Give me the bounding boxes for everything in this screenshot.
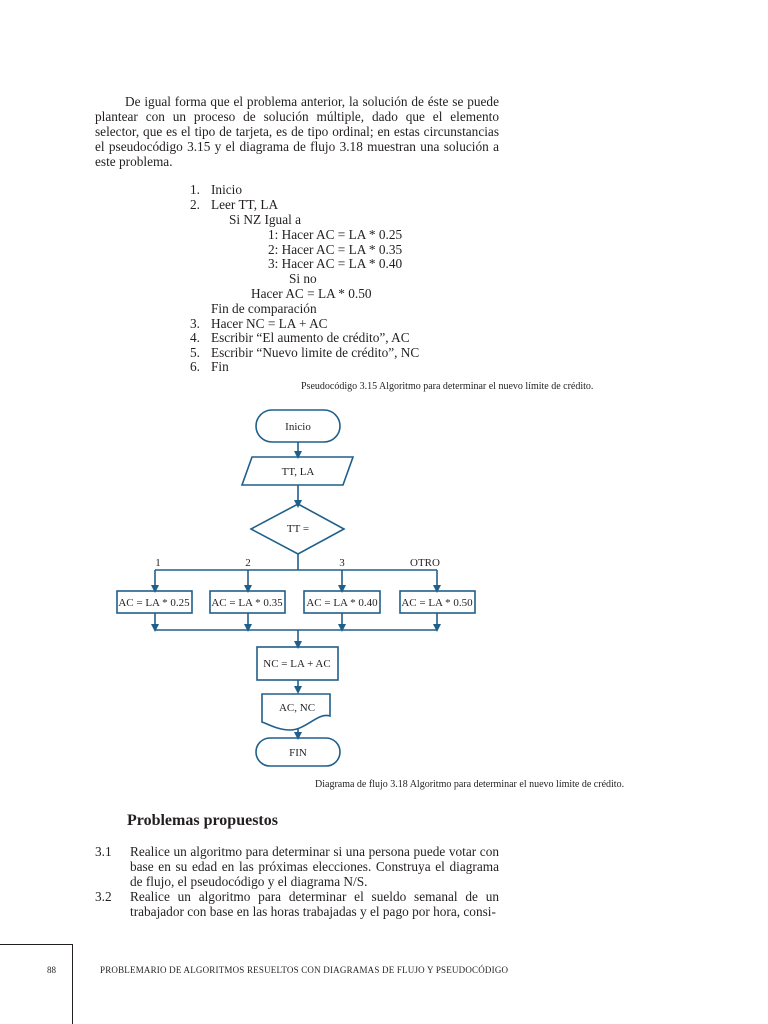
pseudocode-line: 4. (190, 330, 200, 345)
flowchart (0, 400, 768, 775)
pseudocode-line: Leer TT, LA (211, 197, 279, 212)
pseudocode-line: 1. (190, 182, 200, 197)
pseudocode-line: Escribir “Nuevo limite de crédito”, NC (211, 345, 420, 360)
output-label: AC, NC (278, 702, 316, 714)
pseudocode-line: 3. (190, 316, 200, 331)
calc-label: NC = LA + AC (263, 658, 331, 670)
problem-item (95, 844, 499, 889)
process-label-1: AC = LA * 0.25 (118, 597, 190, 609)
problem-number: 3.1 (95, 844, 112, 859)
decision-label: TT = (286, 523, 310, 535)
pseudocode-line: Si no (289, 271, 317, 286)
pseudocode-line: Hacer AC = LA * 0.50 (251, 286, 372, 301)
end-label: FIN (289, 747, 307, 759)
branch-label-3: 3 (339, 557, 345, 569)
pseudocode-line: 1: Hacer AC = LA * 0.25 (268, 227, 403, 242)
pseudocode-line: 2: Hacer AC = LA * 0.35 (268, 242, 403, 257)
pseudocode-line: 6. (190, 359, 200, 374)
problem-number: 3.2 (95, 889, 112, 904)
start-label: Inicio (285, 421, 311, 433)
branch-label-1: 1 (155, 557, 161, 569)
running-head: PROBLEMARIO DE ALGORITMOS RESUELTOS CON DIAGRAMAS DE FLUJO Y PSEUDOCÓDIGO (100, 965, 509, 975)
pseudocode-block (0, 0, 768, 380)
pseudocode-line: Fin (211, 359, 229, 374)
problem-text: Realice un algoritmo para determinar el sueldo semanal de un trabajador con base en las horas trabajadas y el pago por hora, consi- (130, 889, 499, 919)
pseudocode-line: Hacer NC = LA + AC (211, 316, 328, 331)
pseudocode-line: 2. (190, 197, 200, 212)
pseudocode-line: Si NZ Igual a (229, 212, 302, 227)
problem-item (95, 889, 499, 919)
branch-label-otro: OTRO (410, 557, 440, 569)
page-number: 88 (47, 965, 56, 975)
pseudocode-caption: Pseudocódigo 3.15 Algoritmo para determinar el nuevo límite de crédito. (301, 381, 594, 392)
process-label-4: AC = LA * 0.50 (401, 597, 473, 609)
section-heading: Problemas propuestos (127, 812, 278, 829)
branch-label-2: 2 (245, 557, 251, 569)
pseudocode-line: Escribir “El aumento de crédito”, AC (211, 330, 410, 345)
pseudocode-line: 3: Hacer AC = LA * 0.40 (268, 256, 403, 271)
footer-rule-horizontal (0, 944, 73, 945)
intro-text: De igual forma que el problema anterior, la solución de éste se puede plantear con un proceso de solución múltiple, dado que el elemento selector, que es el tipo de tarjeta, es de tipo ordinal; en estas circunstancias el pseudocódigo 3.15 y el diagrama de flujo 3.18 muestran una solución a este problema. (95, 94, 499, 169)
input-label: TT, LA (281, 466, 315, 478)
flowchart-caption: Diagrama de flujo 3.18 Algoritmo para determinar el nuevo límite de crédito. (315, 779, 625, 790)
footer-rule-vertical (72, 944, 73, 1024)
pseudocode-line: 5. (190, 345, 200, 360)
process-label-3: AC = LA * 0.40 (306, 597, 378, 609)
process-label-2: AC = LA * 0.35 (211, 597, 283, 609)
problem-text: Realice un algoritmo para determinar si una persona puede votar con base en su edad en las próximas elecciones. Construya el diagrama de flujo, el pseudocódigo y el diagrama N/S. (130, 844, 499, 889)
pseudocode-line: Fin de comparación (211, 301, 317, 316)
pseudocode-line: Inicio (211, 182, 243, 197)
